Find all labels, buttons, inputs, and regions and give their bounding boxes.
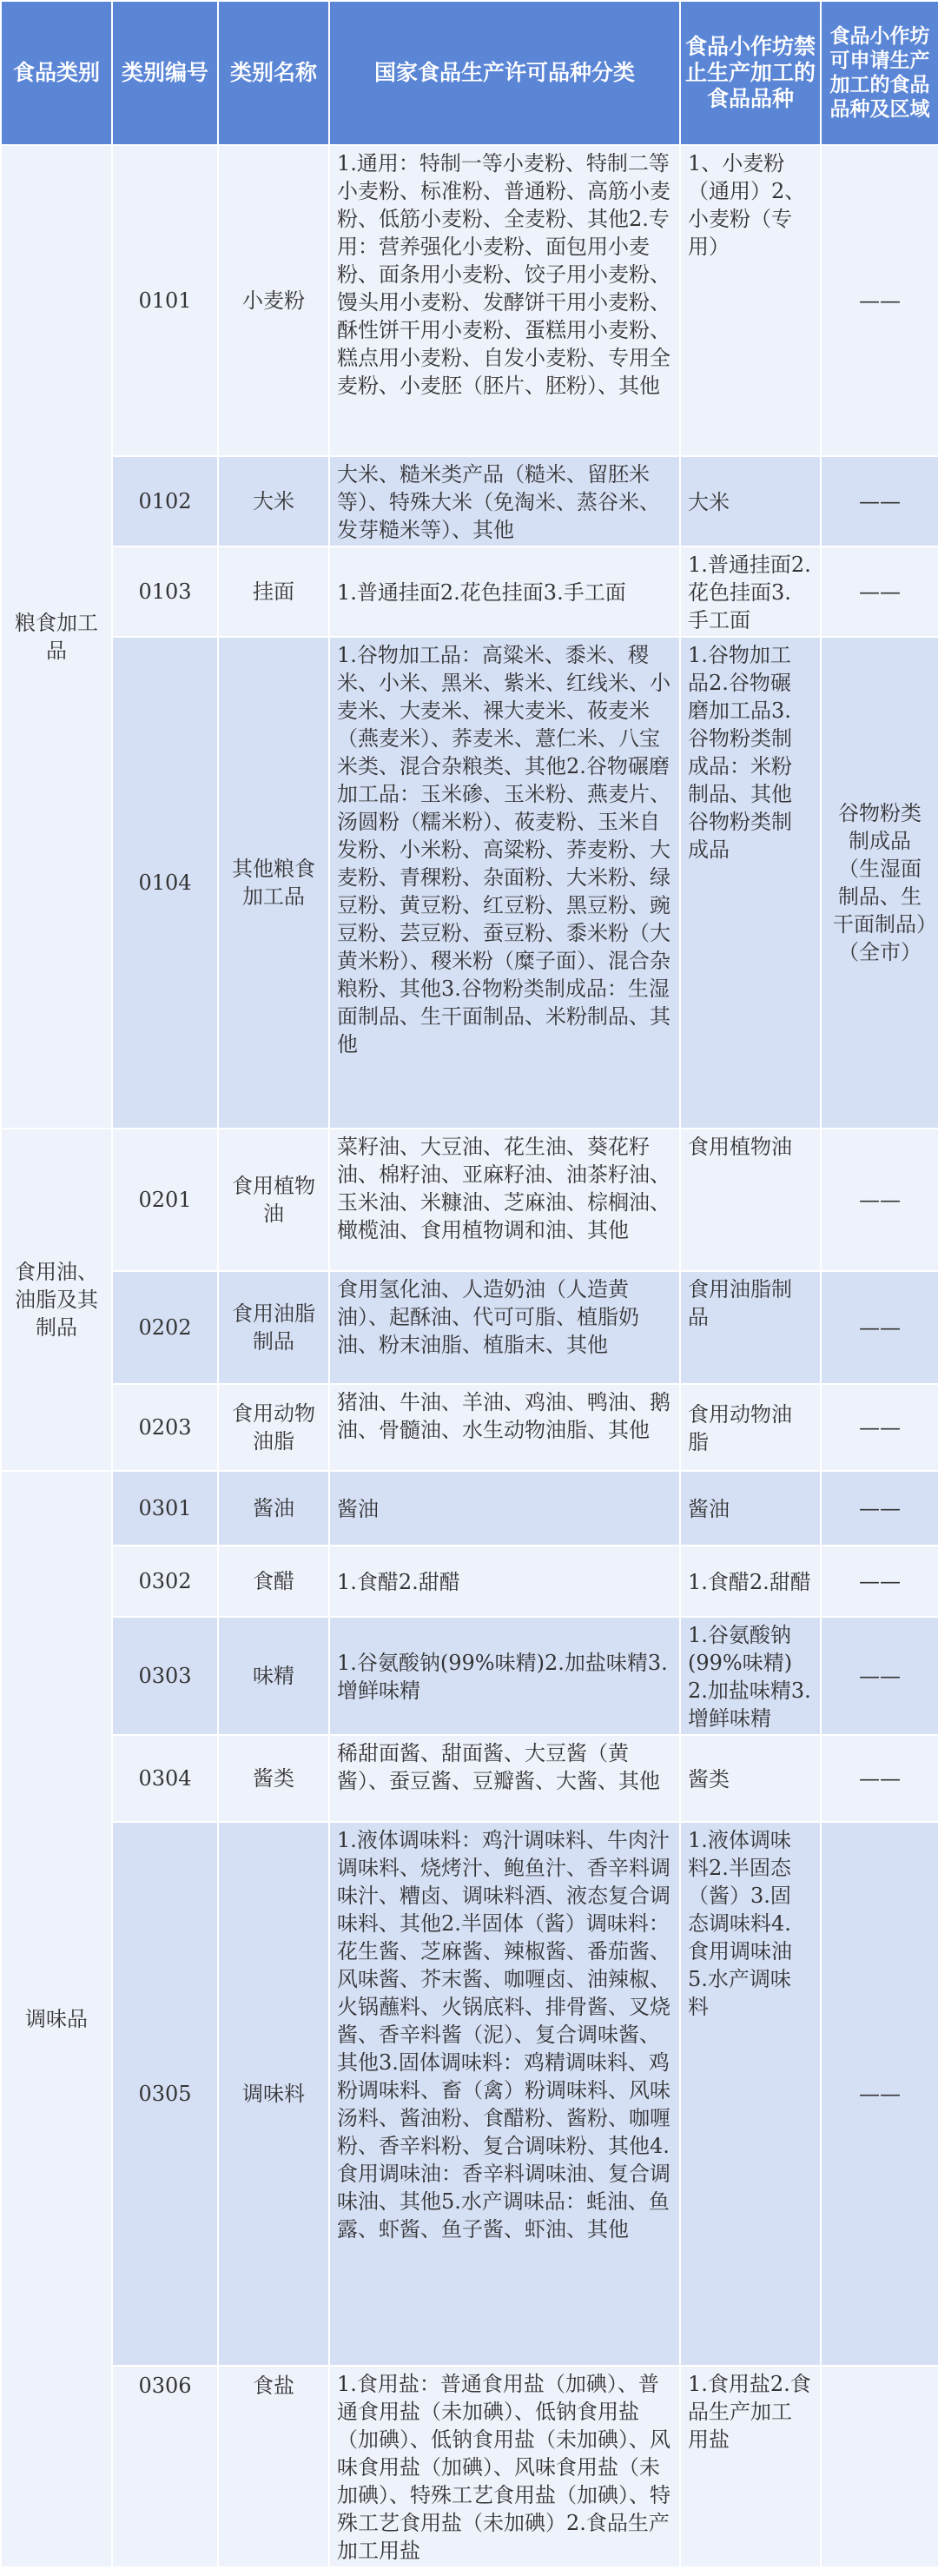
scope-cell: 1.谷氨酸钠(99%味精)2.加盐味精3.增鲜味精 — [329, 1617, 680, 1735]
forbidden-cell: 1.食用盐2.食品生产加工用盐 — [680, 2366, 821, 2567]
code-cell: 0102 — [112, 456, 218, 546]
allowed-cell — [821, 2366, 938, 2567]
code-cell: 0203 — [112, 1384, 218, 1471]
allowed-cell: —— — [821, 1822, 938, 2366]
table-row — [1, 546, 938, 637]
table-row — [1, 145, 938, 456]
table-row — [1, 1271, 938, 1384]
category-cell: 粮食加工品 — [1, 145, 112, 1129]
name-cell: 调味料 — [218, 1822, 329, 2366]
table-row — [1, 1471, 938, 1546]
code-cell: 0304 — [112, 1735, 218, 1822]
table-row — [1, 2366, 938, 2567]
scope-cell: 菜籽油、大豆油、花生油、葵花籽油、棉籽油、亚麻籽油、油茶籽油、玉米油、米糠油、芝麻油、棕榈油、橄榄油、食用植物调和油、其他 — [329, 1129, 680, 1271]
name-cell: 食用油脂制品 — [218, 1271, 329, 1384]
scope-cell: 猪油、牛油、羊油、鸡油、鸭油、鹅油、骨髓油、水生动物油脂、其他 — [329, 1384, 680, 1471]
forbidden-cell: 食用植物油 — [680, 1129, 821, 1271]
allowed-cell: —— — [821, 1546, 938, 1617]
table-row — [1, 456, 938, 546]
forbidden-cell: 1、小麦粉（通用）2、小麦粉（专用） — [680, 145, 821, 456]
table-row — [1, 1617, 938, 1735]
code-cell: 0305 — [112, 1822, 218, 2366]
name-cell: 食醋 — [218, 1546, 329, 1617]
table-row — [1, 1735, 938, 1822]
allowed-cell: —— — [821, 1384, 938, 1471]
forbidden-cell: 食用动物油脂 — [680, 1384, 821, 1471]
table-row — [1, 1546, 938, 1617]
code-cell: 0101 — [112, 145, 218, 456]
code-cell: 0302 — [112, 1546, 218, 1617]
code-cell: 0306 — [112, 2366, 218, 2567]
header-license-scope: 国家食品生产许可品种分类 — [329, 1, 680, 145]
forbidden-cell: 酱油 — [680, 1471, 821, 1546]
allowed-cell: —— — [821, 1471, 938, 1546]
scope-cell: 酱油 — [329, 1471, 680, 1546]
scope-cell: 1.谷物加工品：高粱米、黍米、稷米、小米、黑米、紫米、红线米、小麦米、大麦米、裸大麦米、莜麦米（燕麦米）、荞麦米、薏仁米、八宝米类、混合杂粮类、其他2.谷物碾磨加工品：玉米碜、玉米粉、燕麦片、汤圆粉（糯米粉）、莜麦粉、玉米自发粉、小米粉、高粱粉、荞麦粉、大麦粉、青稞粉、杂面粉、大米粉、绿豆粉、黄豆粉、红豆粉、黑豆粉、豌豆粉、芸豆粉、蚕豆粉、黍米粉（大黄米粉）、稷米粉（糜子面）、混合杂粮粉、其他3.谷物粉类制成品：生湿面制品、生干面制品、米粉制品、其他 — [329, 637, 680, 1129]
scope-cell: 稀甜面酱、甜面酱、大豆酱（黄酱）、蚕豆酱、豆瓣酱、大酱、其他 — [329, 1735, 680, 1822]
code-cell: 0104 — [112, 637, 218, 1129]
name-cell: 其他粮食加工品 — [218, 637, 329, 1129]
allowed-cell: 谷物粉类制成品（生湿面制品、生干面制品）（全市） — [821, 637, 938, 1129]
forbidden-cell: 1.食醋2.甜醋 — [680, 1546, 821, 1617]
name-cell: 挂面 — [218, 546, 329, 637]
scope-cell: 1.食醋2.甜醋 — [329, 1546, 680, 1617]
forbidden-cell: 1.谷物加工品2.谷物碾磨加工品3.谷物粉类制成品：米粉制品、其他谷物粉类制成品 — [680, 637, 821, 1129]
forbidden-cell: 1.液体调味料2.半固态（酱）3.固态调味料4.食用调味油5.水产调味料 — [680, 1822, 821, 2366]
code-cell: 0301 — [112, 1471, 218, 1546]
header-forbidden-items: 食品小作坊禁止生产加工的食品品种 — [680, 1, 821, 145]
name-cell: 小麦粉 — [218, 145, 329, 456]
scope-cell: 大米、糙米类产品（糙米、留胚米等）、特殊大米（免淘米、蒸谷米、发芽糙米等）、其他 — [329, 456, 680, 546]
code-cell: 0201 — [112, 1129, 218, 1271]
allowed-cell: —— — [821, 546, 938, 637]
category-cell: 食用油、油脂及其制品 — [1, 1129, 112, 1471]
forbidden-cell: 1.普通挂面2.花色挂面3.手工面 — [680, 546, 821, 637]
header-food-category: 食品类别 — [1, 1, 112, 145]
forbidden-cell: 大米 — [680, 456, 821, 546]
scope-cell: 食用氢化油、人造奶油（人造黄油）、起酥油、代可可脂、植脂奶油、粉末油脂、植脂末、其他 — [329, 1271, 680, 1384]
forbidden-cell: 食用油脂制品 — [680, 1271, 821, 1384]
scope-cell: 1.液体调味料：鸡汁调味料、牛肉汁调味料、烧烤汁、鲍鱼汁、香辛料调味汁、糟卤、调味料酒、液态复合调味料、其他2.半固体（酱）调味料：花生酱、芝麻酱、辣椒酱、番茄酱、风味酱、芥末酱、咖喱卤、油辣椒、火锅蘸料、火锅底料、排骨酱、叉烧酱、香辛料酱（泥）、复合调味酱、其他3.固体调味料：鸡精调味料、鸡粉调味料、畜（禽）粉调味料、风味汤料、酱油粉、食醋粉、酱粉、咖喱粉、香辛料粉、复合调味粉、其他4.食用调味油：香辛料调味油、复合调味油、其他5.水产调味品：蚝油、鱼露、虾酱、鱼子酱、虾油、其他 — [329, 1822, 680, 2366]
header-allowed-items: 食品小作坊可申请生产加工的食品品种及区域 — [821, 1, 938, 145]
header-category-code: 类别编号 — [112, 1, 218, 145]
header-row — [1, 1, 938, 145]
allowed-cell: —— — [821, 456, 938, 546]
allowed-cell: —— — [821, 1617, 938, 1735]
name-cell: 酱类 — [218, 1735, 329, 1822]
name-cell: 食盐 — [218, 2366, 329, 2567]
allowed-cell: —— — [821, 1735, 938, 1822]
table-row — [1, 1129, 938, 1271]
allowed-cell: —— — [821, 1129, 938, 1271]
category-cell: 调味品 — [1, 1471, 112, 2567]
name-cell: 味精 — [218, 1617, 329, 1735]
forbidden-cell: 酱类 — [680, 1735, 821, 1822]
code-cell: 0303 — [112, 1617, 218, 1735]
scope-cell: 1.通用：特制一等小麦粉、特制二等小麦粉、标准粉、普通粉、高筋小麦粉、低筋小麦粉、全麦粉、其他2.专用：营养强化小麦粉、面包用小麦粉、面条用小麦粉、饺子用小麦粉、馒头用小麦粉、发酵饼干用小麦粉、酥性饼干用小麦粉、蛋糕用小麦粉、糕点用小麦粉、自发小麦粉、专用全麦粉、小麦胚（胚片、胚粉）、其他 — [329, 145, 680, 456]
forbidden-cell: 1.谷氨酸钠(99%味精)2.加盐味精3.增鲜味精 — [680, 1617, 821, 1735]
name-cell: 食用植物油 — [218, 1129, 329, 1271]
name-cell: 食用动物油脂 — [218, 1384, 329, 1471]
allowed-cell: —— — [821, 1271, 938, 1384]
allowed-cell: —— — [821, 145, 938, 456]
code-cell: 0103 — [112, 546, 218, 637]
code-cell: 0202 — [112, 1271, 218, 1384]
scope-cell: 1.普通挂面2.花色挂面3.手工面 — [329, 546, 680, 637]
table-row — [1, 1822, 938, 2366]
name-cell: 大米 — [218, 456, 329, 546]
name-cell: 酱油 — [218, 1471, 329, 1546]
table-row — [1, 637, 938, 1129]
header-category-name: 类别名称 — [218, 1, 329, 145]
scope-cell: 1.食用盐：普通食用盐（加碘）、普通食用盐（未加碘）、低钠食用盐（加碘）、低钠食用盐（未加碘）、风味食用盐（加碘）、风味食用盐（未加碘）、特殊工艺食用盐（加碘）、特殊工艺食用盐（未加碘）2.食品生产加工用盐 — [329, 2366, 680, 2567]
table-row — [1, 1384, 938, 1471]
